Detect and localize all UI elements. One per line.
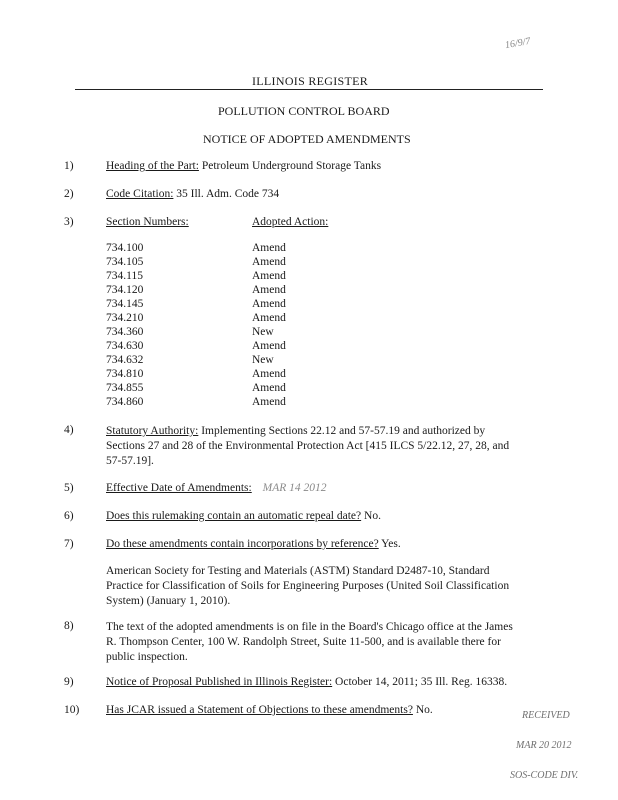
section-action: Amend xyxy=(252,368,286,380)
section-action: New xyxy=(252,326,274,338)
section-number: 734.115 xyxy=(106,270,143,282)
item-9-value: October 14, 2011; 35 Ill. Reg. 16338. xyxy=(335,676,508,688)
item-6-number: 6) xyxy=(64,510,74,522)
section-number: 734.100 xyxy=(106,242,144,254)
item-8-number: 8) xyxy=(64,620,74,632)
item-10-label: Has JCAR issued a Statement of Objections to these amendments? xyxy=(106,704,413,716)
notice-title: NOTICE OF ADOPTED AMENDMENTS xyxy=(203,132,411,146)
item-2-number: 2) xyxy=(64,188,74,200)
item-5 xyxy=(106,482,327,494)
item-1-number: 1) xyxy=(64,160,74,172)
item-4-text: Implementing Sections 22.12 and 57-57.19 and authorized by Sections 27 and 28 of the Environmental Protection Act [415 ILCS 5/22.12, 27, 28, and 57-57.19]. xyxy=(106,425,510,467)
item-4 xyxy=(106,424,526,469)
board-title: POLLUTION CONTROL BOARD xyxy=(218,104,390,118)
section-number: 734.120 xyxy=(106,284,144,296)
item-7 xyxy=(106,538,401,550)
item-5-number: 5) xyxy=(64,482,74,494)
item-1-value: Petroleum Underground Storage Tanks xyxy=(201,160,382,172)
item-9 xyxy=(106,676,507,688)
item-5-label: Effective Date of Amendments: xyxy=(106,482,252,494)
section-number: 734.210 xyxy=(106,312,144,324)
received-date-stamp: MAR 20 2012 xyxy=(516,740,572,751)
item-7-label: Do these amendments contain incorporations by reference? xyxy=(106,538,379,550)
item-2 xyxy=(106,188,279,200)
section-number: 734.860 xyxy=(106,396,144,408)
item-7-text: American Society for Testing and Materials (ASTM) Standard D2487-10, Standard Practice for Classification of Soils for Engineering Purposes (United Soil Classification System) (January 1, 2010). xyxy=(106,565,510,607)
item-4-label: Statutory Authority: xyxy=(106,425,199,437)
received-stamp: RECEIVED xyxy=(522,710,570,721)
section-number: 734.632 xyxy=(106,354,144,366)
section-number: 734.105 xyxy=(106,256,144,268)
item-3-number: 3) xyxy=(64,216,74,228)
item-10 xyxy=(106,704,433,716)
section-numbers-header: Section Numbers: xyxy=(106,216,189,228)
item-8-text: The text of the adopted amendments is on file in the Board's Chicago office at the James R. Thompson Center, 100 W. Randolph Street, Suite 11-500, and is available there for public inspection. xyxy=(106,621,513,663)
item-6-value: No. xyxy=(364,510,381,522)
section-number: 734.360 xyxy=(106,326,144,338)
item-7-number: 7) xyxy=(64,538,74,550)
item-4-number: 4) xyxy=(64,424,74,436)
section-number: 734.810 xyxy=(106,368,144,380)
section-action: Amend xyxy=(252,340,286,352)
office-stamp: SOS-CODE DIV. xyxy=(510,770,579,781)
item-9-label: Notice of Proposal Published in Illinois Register: xyxy=(106,676,333,688)
adopted-action-header: Adopted Action: xyxy=(252,216,329,228)
item-9-number: 9) xyxy=(64,676,74,688)
section-action: Amend xyxy=(252,256,286,268)
section-action: Amend xyxy=(252,382,286,394)
item-2-value: 35 Ill. Adm. Code 734 xyxy=(176,188,280,200)
section-action: Amend xyxy=(252,242,286,254)
section-action: New xyxy=(252,354,274,366)
item-10-number: 10) xyxy=(64,704,80,716)
item-6-label: Does this rulemaking contain an automatic repeal date? xyxy=(106,510,362,522)
effective-date-stamp: MAR 14 2012 xyxy=(262,482,327,494)
section-number: 734.145 xyxy=(106,298,144,310)
item-2-label: Code Citation: xyxy=(106,188,174,200)
section-action: Amend xyxy=(252,396,286,408)
item-6 xyxy=(106,510,381,522)
section-number: 734.855 xyxy=(106,382,144,394)
section-action: Amend xyxy=(252,270,286,282)
section-action: Amend xyxy=(252,312,286,324)
item-1 xyxy=(106,160,381,172)
item-10-value: No. xyxy=(415,704,433,716)
header-rule xyxy=(75,89,543,90)
register-title: ILLINOIS REGISTER xyxy=(252,74,369,88)
section-action: Amend xyxy=(252,284,286,296)
item-7-value: Yes. xyxy=(381,538,401,550)
page-mark: 16/9/7 xyxy=(504,35,532,52)
section-number: 734.630 xyxy=(106,340,144,352)
item-1-label: Heading of the Part: xyxy=(106,160,199,172)
section-action: Amend xyxy=(252,298,286,310)
